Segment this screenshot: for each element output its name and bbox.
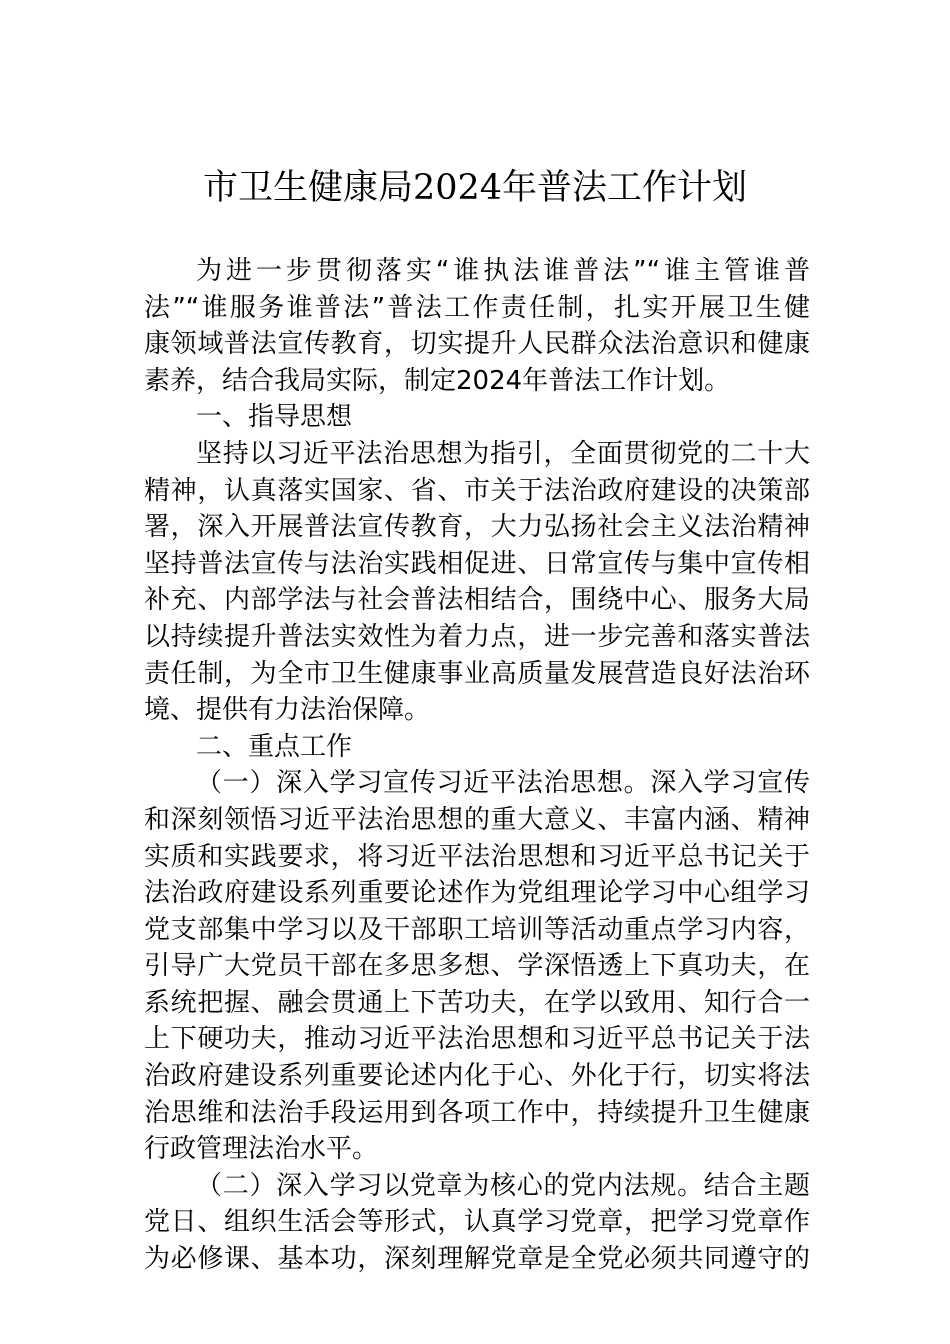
paragraph-line: 行政管理法治水平。 — [144, 1134, 379, 1165]
paragraph-line: 上下硬功夫，推动习近平法治思想和习近平总书记关于法 — [144, 1024, 810, 1055]
paragraph-line: （一）深入学习宣传习近平法治思想。深入学习宣传 — [196, 768, 810, 799]
paragraph-line: 责任制，为全市卫生健康事业高质量发展营造良好法治环 — [144, 658, 810, 689]
paragraph-line: 治政府建设系列重要论述内化于心、外化于行，切实将法 — [144, 1061, 810, 1092]
paragraph-line: （二）深入学习以党章为核心的党内法规。结合主题 — [196, 1170, 810, 1201]
paragraph-line: 补充、内部学法与社会普法相结合，围绕中心、服务大局 — [144, 585, 810, 616]
paragraph-line: 党支部集中学习以及干部职工培训等活动重点学习内容， — [144, 914, 810, 945]
paragraph-line: 素养，结合我局实际，制定2024年普法工作计划。 — [144, 365, 731, 396]
paragraph-line: 为进一步贯彻落实“谁执法谁普法”“谁主管谁普 — [196, 256, 810, 286]
document-title: 市卫生健康局2024年普法工作计划 — [202, 168, 748, 208]
paragraph-line: 坚持以习近平法治思想为指引，全面贯彻党的二十大 — [196, 438, 810, 469]
paragraph-line: 坚持普法宣传与法治实践相促进、日常宣传与集中宣传相 — [144, 548, 810, 579]
paragraph-line: 法”“谁服务谁普法”普法工作责任制，扎实开展卫生健 — [144, 292, 810, 323]
section-heading: 二、重点工作 — [196, 731, 353, 762]
section-heading: 一、指导思想 — [196, 402, 353, 433]
paragraph-line: 精神，认真落实国家、省、市关于法治政府建设的决策部 — [144, 475, 810, 506]
paragraph-line: 党日、组织生活会等形式，认真学习党章，把学习党章作 — [144, 1207, 810, 1238]
paragraph-line: 康领域普法宣传教育，切实提升人民群众法治意识和健康 — [144, 329, 810, 360]
paragraph-line: 法治政府建设系列重要论述作为党组理论学习中心组学习 — [144, 878, 810, 909]
paragraph-line: 以持续提升普法实效性为着力点，进一步完善和落实普法 — [144, 621, 810, 652]
paragraph-line: 引导广大党员干部在多思多想、学深悟透上下真功夫，在 — [144, 951, 810, 982]
paragraph-line: 为必修课、基本功，深刻理解党章是全党必须共同遵守的 — [144, 1244, 810, 1275]
paragraph-line: 署，深入开展普法宣传教育，大力弘扬社会主义法治精神 — [144, 512, 810, 543]
paragraph-line: 治思维和法治手段运用到各项工作中，持续提升卫生健康 — [144, 1097, 810, 1128]
paragraph-line: 系统把握、融会贯通上下苦功夫，在学以致用、知行合一 — [144, 987, 810, 1018]
document-body — [144, 253, 810, 1278]
paragraph-line: 和深刻领悟习近平法治思想的重大意义、丰富内涵、精神 — [144, 804, 810, 835]
paragraph-line: 境、提供有力法治保障。 — [144, 695, 431, 726]
paragraph-line: 实质和实践要求，将习近平法治思想和习近平总书记关于 — [144, 841, 810, 872]
